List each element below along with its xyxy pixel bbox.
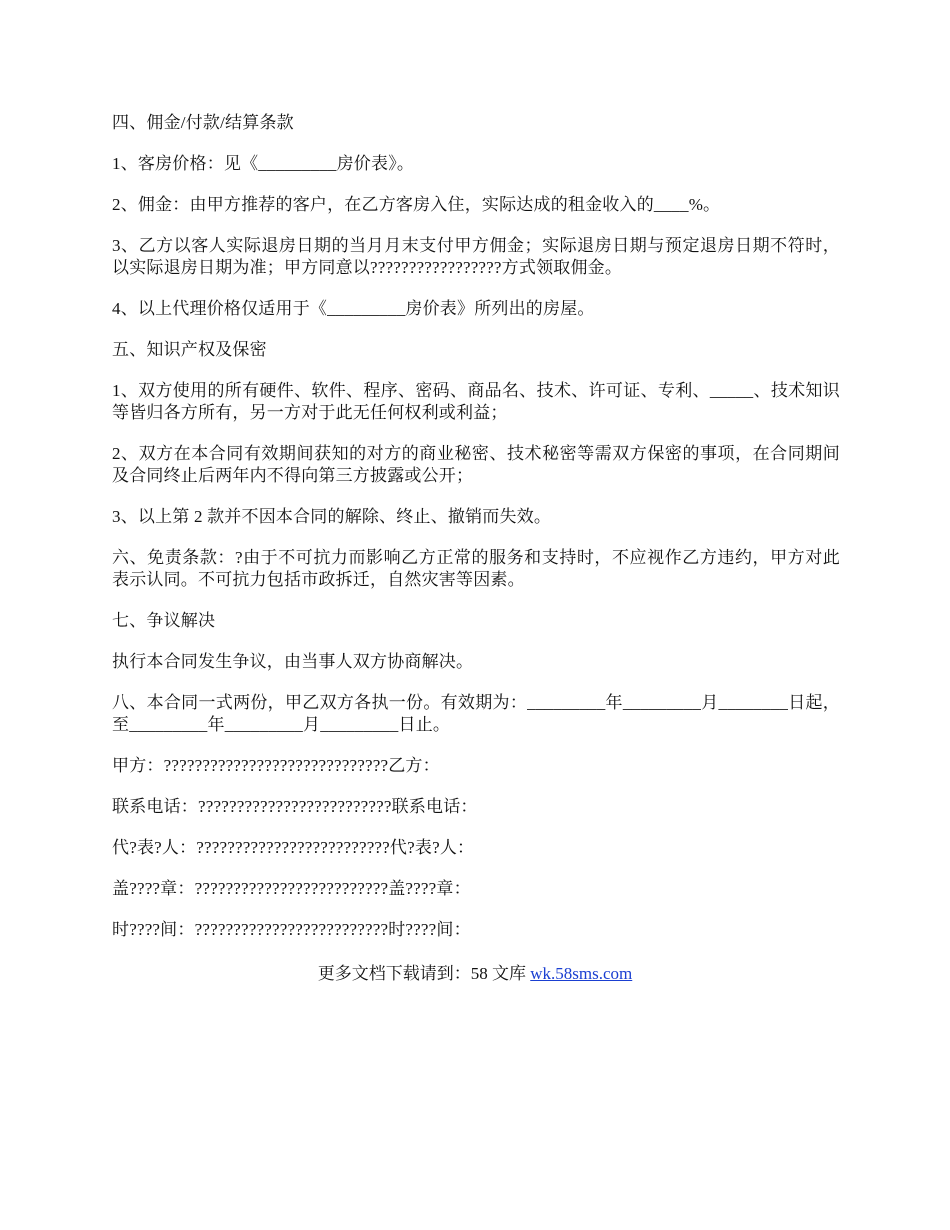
clause-commission-payment: 3、乙方以客人实际退房日期的当月月末支付甲方佣金；实际退房日期与预定退房日期不符时，以实际退房日期为准；甲方同意以?????????????????方式领取佣金。: [112, 236, 840, 277]
signature-date-line: 时????间：?????????????????????????时????间：: [112, 920, 471, 939]
footer-link[interactable]: wk.58sms.com: [530, 964, 633, 983]
signature-party-line: 甲方：?????????????????????????????乙方：: [112, 756, 440, 775]
clause-room-price: 1、客房价格：见《_________房价表》。: [112, 154, 415, 173]
clause-force-majeure: 六、免责条款：?由于不可抗力而影响乙方正常的服务和支持时，不应视作乙方违约，甲方对此表示认同。不可抗力包括市政拆迁，自然灾害等因素。: [112, 548, 840, 589]
footer-text: 更多文档下载请到：58 文库: [317, 964, 531, 983]
clause-price-scope: 4、以上代理价格仅适用于《_________房价表》所列出的房屋。: [112, 299, 595, 318]
clause-confidentiality: 2、双方在本合同有效期间获知的对方的商业秘密、技术秘密等需双方保密的事项，在合同期间及合同终止后两年内不得向第三方披露或公开；: [112, 444, 840, 485]
signature-seal-line: 盖????章：?????????????????????????盖????章：: [112, 879, 471, 898]
signature-phone-line: 联系电话：?????????????????????????联系电话：: [112, 797, 478, 816]
clause-ip-ownership: 1、双方使用的所有硬件、软件、程序、密码、商品名、技术、许可证、专利、_____、技术知识等皆归各方所有，另一方对于此无任何权利或利益；: [112, 381, 840, 422]
clause-commission: 2、佣金：由甲方推荐的客户，在乙方客房入住，实际达成的租金收入的____%。: [112, 195, 721, 214]
document-body: [112, 112, 840, 960]
footer-download-note: [0, 963, 950, 985]
section-heading-dispute: 七、争议解决: [112, 611, 216, 630]
section-heading-ip-confidentiality: 五、知识产权及保密: [112, 340, 267, 359]
section-heading-commission: 四、佣金/付款/结算条款: [112, 113, 294, 132]
clause-survival: 3、以上第 2 款并不因本合同的解除、终止、撤销而失效。: [112, 507, 552, 526]
signature-representative-line: 代?表?人：?????????????????????????代?表?人：: [112, 838, 475, 857]
clause-validity: 八、本合同一式两份，甲乙双方各执一份。有效期为：_________年_________月________日起，至_________年_________月_________日止。: [112, 693, 840, 734]
clause-dispute: 执行本合同发生争议，由当事人双方协商解决。: [112, 652, 474, 671]
